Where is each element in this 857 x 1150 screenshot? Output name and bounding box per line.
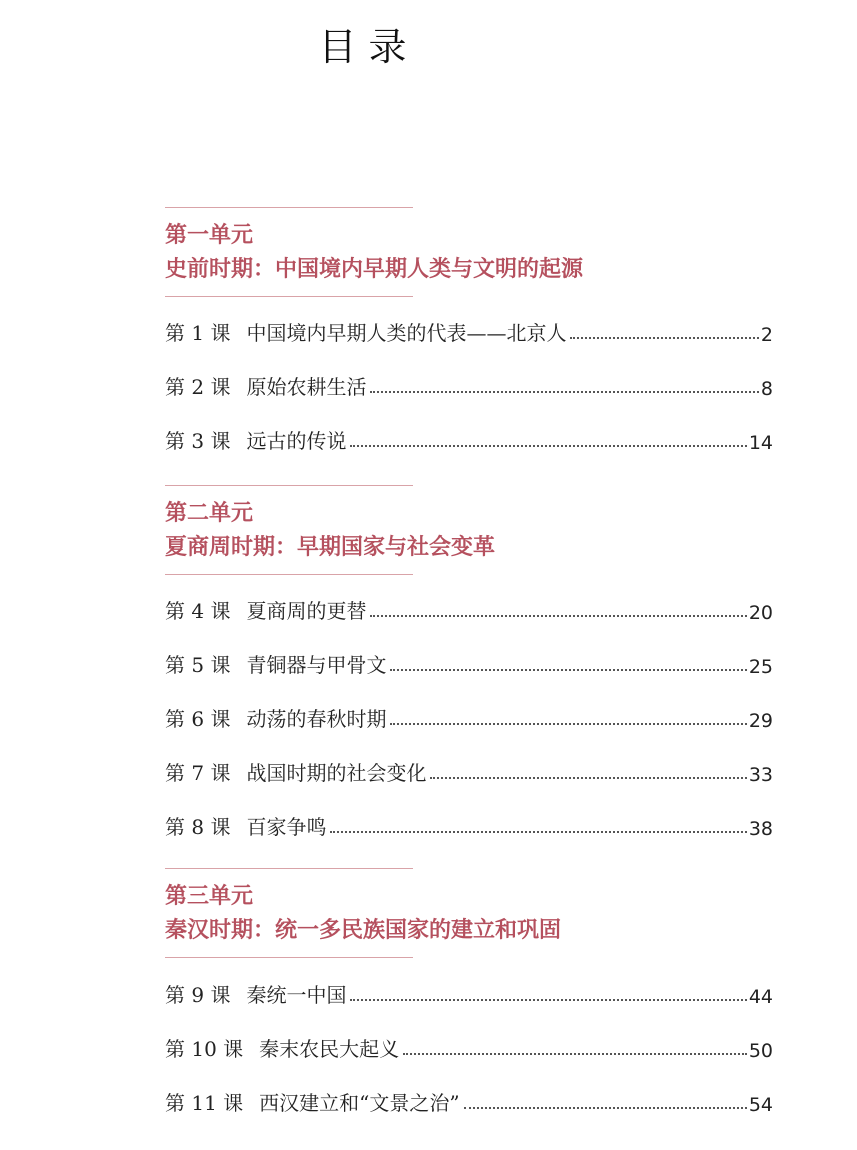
- divider: [165, 957, 413, 958]
- lesson-title: 青铜器与甲骨文: [246, 653, 387, 677]
- divider: [165, 296, 413, 297]
- dot-leader: [570, 337, 758, 339]
- toc-entry[interactable]: [165, 978, 773, 1008]
- toc-entry[interactable]: [165, 810, 773, 840]
- page-number: 50: [748, 1040, 773, 1062]
- lesson-number: 第 2 课: [165, 375, 231, 399]
- unit-name: 第二单元: [165, 500, 254, 526]
- lesson-number: 第 3 课: [165, 429, 231, 453]
- page-number: 38: [748, 818, 773, 840]
- page-title: 目录: [318, 25, 419, 69]
- divider: [165, 574, 413, 575]
- lesson-title: 百家争鸣: [246, 815, 327, 839]
- toc-entry[interactable]: [165, 648, 773, 678]
- lesson-title: 远古的传说: [246, 429, 347, 453]
- dot-leader: [350, 999, 746, 1001]
- unit-subtitle: 史前时期：中国境内早期人类与文明的起源: [165, 256, 584, 282]
- page-number: 2: [760, 324, 773, 346]
- toc-entry[interactable]: [165, 1032, 773, 1062]
- lesson-title: 秦统一中国: [246, 983, 347, 1007]
- page-number: 25: [748, 656, 773, 678]
- lesson-number: 第 7 课: [165, 761, 231, 785]
- lesson-title: 动荡的春秋时期: [246, 707, 387, 731]
- dot-leader: [350, 445, 746, 447]
- page-number: 14: [748, 432, 773, 454]
- dot-leader: [464, 1107, 747, 1109]
- toc-entry[interactable]: [165, 594, 773, 624]
- unit-subtitle: 夏商周时期：早期国家与社会变革: [165, 534, 496, 560]
- page-number: 33: [748, 764, 773, 786]
- dot-leader: [370, 615, 746, 617]
- page-number: 29: [748, 710, 773, 732]
- lesson-title: 夏商周的更替: [246, 599, 367, 623]
- toc-entry[interactable]: [165, 702, 773, 732]
- lesson-number: 第 4 课: [165, 599, 231, 623]
- page-number: 54: [748, 1094, 773, 1116]
- lesson-number: 第 10 课: [165, 1037, 244, 1061]
- unit-heading: [165, 207, 584, 297]
- lesson-title: 原始农耕生活: [246, 375, 367, 399]
- divider: [165, 485, 413, 486]
- toc-entry[interactable]: [165, 316, 773, 346]
- lesson-title: 战国时期的社会变化: [246, 761, 427, 785]
- divider: [165, 207, 413, 208]
- unit-heading: [165, 485, 496, 575]
- lesson-number: 第 9 课: [165, 983, 231, 1007]
- unit-heading: [165, 868, 562, 958]
- lesson-number: 第 8 课: [165, 815, 231, 839]
- lesson-title: 秦末农民大起义: [259, 1037, 400, 1061]
- lesson-number: 第 1 课: [165, 321, 231, 345]
- lesson-title: 中国境内早期人类的代表——北京人: [246, 321, 567, 345]
- lesson-number: 第 6 课: [165, 707, 231, 731]
- lesson-number: 第 11 课: [165, 1091, 244, 1115]
- page-number: 44: [748, 986, 773, 1008]
- dot-leader: [430, 777, 746, 779]
- dot-leader: [390, 669, 746, 671]
- lesson-number: 第 5 课: [165, 653, 231, 677]
- page-number: 20: [748, 602, 773, 624]
- lesson-title: 西汉建立和“文景之治”: [259, 1091, 460, 1115]
- toc-entry[interactable]: [165, 424, 773, 454]
- dot-leader: [403, 1053, 747, 1055]
- toc-entry[interactable]: [165, 756, 773, 786]
- unit-subtitle: 秦汉时期：统一多民族国家的建立和巩固: [165, 917, 562, 943]
- divider: [165, 868, 413, 869]
- dot-leader: [330, 831, 746, 833]
- dot-leader: [370, 391, 758, 393]
- toc-entry[interactable]: [165, 370, 773, 400]
- unit-name: 第一单元: [165, 222, 254, 248]
- page-number: 8: [760, 378, 773, 400]
- dot-leader: [390, 723, 746, 725]
- toc-entry[interactable]: [165, 1086, 773, 1116]
- unit-name: 第三单元: [165, 883, 254, 909]
